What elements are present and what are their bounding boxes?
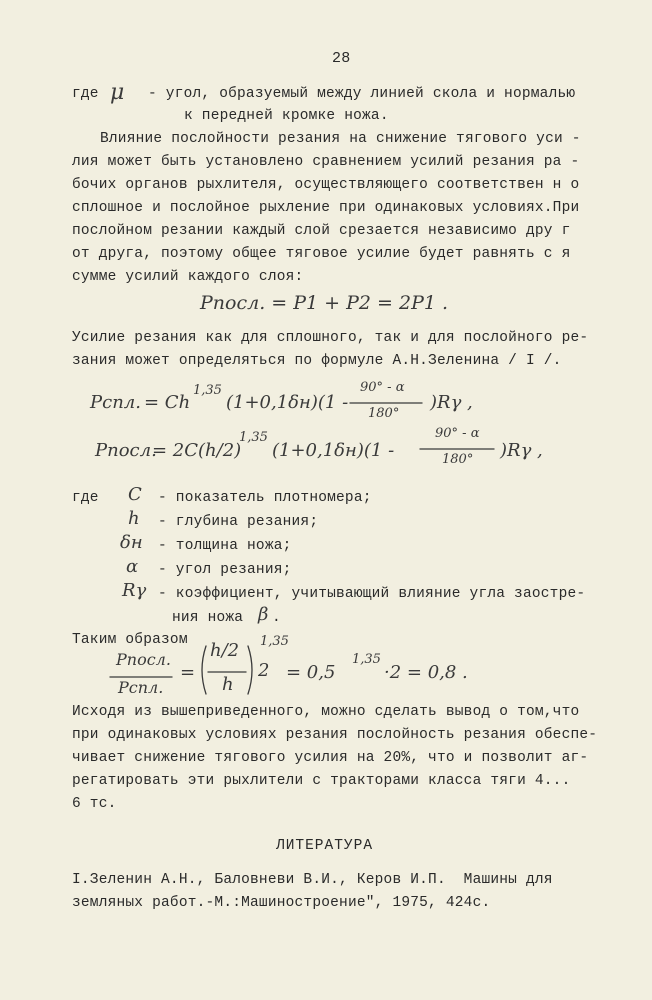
fc-exp: 1,35 [193, 383, 222, 398]
fc-body: = Ch [144, 392, 191, 413]
para2-line-1: Усилие резания как для сплошного, так и для послойного ре- [72, 330, 589, 346]
def-symbol-r: Rγ [122, 580, 147, 601]
def-beta: β [258, 604, 269, 625]
fc-lhs: Pспл. [90, 392, 141, 413]
para3-line-2: при одинаковых условиях резания послойность резания обеспе- [72, 727, 598, 743]
def-symbol-delta: δн [120, 532, 143, 553]
fc-num: 90° - α [360, 380, 405, 395]
para3-line-3: чивает снижение тягового усилия на 20%, что и позволит аг- [72, 750, 589, 766]
reference-1-line-2: земляных работ.-М.:Машиностроение", 1975, 424с. [72, 895, 491, 911]
def-continuation: ния ножа [172, 610, 244, 626]
para1-line-3: бочих органов рыхлителя, осуществляющего соответствен н о [72, 177, 580, 193]
defs-where: где [72, 490, 99, 506]
intro-where: где [72, 86, 99, 102]
page-number: 28 [332, 50, 351, 67]
formula-sum: Pпосл. = P1 + P2 = 2P1 . [200, 292, 449, 314]
ratio-rest-tail: ·2 = 0,8 . [384, 662, 468, 683]
def-text-h: - глубина резания; [158, 514, 319, 530]
ratio-den: Pспл. [118, 678, 164, 697]
para3-line-5: 6 тс. [72, 796, 117, 812]
intro-line-1: - угол, образуемый между линией скола и нормалью [148, 86, 576, 102]
fl-den: 180° [442, 452, 474, 467]
para1-line-1: Влияние послойности резания на снижение тягового уси - [100, 131, 581, 147]
references-heading: ЛИТЕРАТУРА [276, 838, 374, 854]
fl-exp: 1,35 [239, 430, 268, 445]
thus-label: Таким образом [72, 632, 188, 648]
def-text-r: - коэффициент, учитывающий влияние угла заостре- [158, 586, 586, 602]
fl-end: )Rγ , [500, 440, 543, 461]
para2-line-2: зания может определяться по формуле А.Н.Зеленина / I /. [72, 353, 562, 369]
para1-line-4: сплошное и послойное рыхление при одинаковых условиях.При [72, 200, 580, 216]
def-text-c: - показатель плотномера; [158, 490, 372, 506]
ratio-rest: = 0,5 [286, 662, 336, 683]
para1-line-5: послойном резании каждый слой срезается независимо дру г [72, 223, 571, 239]
reference-1-line-1: I.Зеленин А.Н., Баловневи В.И., Керов И.П. Машины для [72, 872, 553, 888]
mu-symbol: μ [110, 80, 125, 105]
ratio-outer-div: 2 [258, 660, 270, 681]
ratio-outer-exp: 1,35 [260, 634, 289, 649]
para1-line-7: сумме усилий каждого слоя: [72, 269, 304, 285]
ratio-eq: = [180, 662, 196, 683]
fc-fraction-bar [350, 401, 430, 405]
fl-fraction-bar [420, 447, 500, 451]
fl-lhs: Pпосл. [95, 440, 157, 461]
ratio-rest-exp: 1,35 [352, 652, 381, 667]
ratio-inner-num: h/2 [210, 640, 240, 661]
fl-body: = 2C(h/2) [152, 440, 242, 461]
ratio-num: Pпосл. [116, 650, 171, 669]
para1-line-2: лия может быть установлено сравнением усилий резания ра - [72, 154, 580, 170]
def-symbol-alpha: α [126, 556, 139, 577]
fc-tail: (1+0,1δн)(1 - [226, 392, 349, 413]
ratio-inner-den: h [222, 674, 234, 695]
fl-tail: (1+0,1δн)(1 - [272, 440, 395, 461]
para3-line-1: Исходя из вышеприведенного, можно сделать вывод о том,что [72, 704, 580, 720]
def-period: . [272, 610, 281, 626]
def-symbol-h: h [128, 508, 140, 529]
para1-line-6: от друга, поэтому общее тяговое усилие будет равнять с я [72, 246, 571, 262]
fc-den: 180° [368, 406, 400, 421]
intro-line-2: к передней кромке ножа. [184, 108, 389, 124]
def-symbol-c: C [128, 484, 142, 505]
def-text-alpha: - угол резания; [158, 562, 292, 578]
fc-end: )Rγ , [430, 392, 473, 413]
def-text-delta: - толщина ножа; [158, 538, 292, 554]
para3-line-4: регатировать эти рыхлители с тракторами класса тяги 4... [72, 773, 571, 789]
fl-num: 90° - α [435, 426, 480, 441]
